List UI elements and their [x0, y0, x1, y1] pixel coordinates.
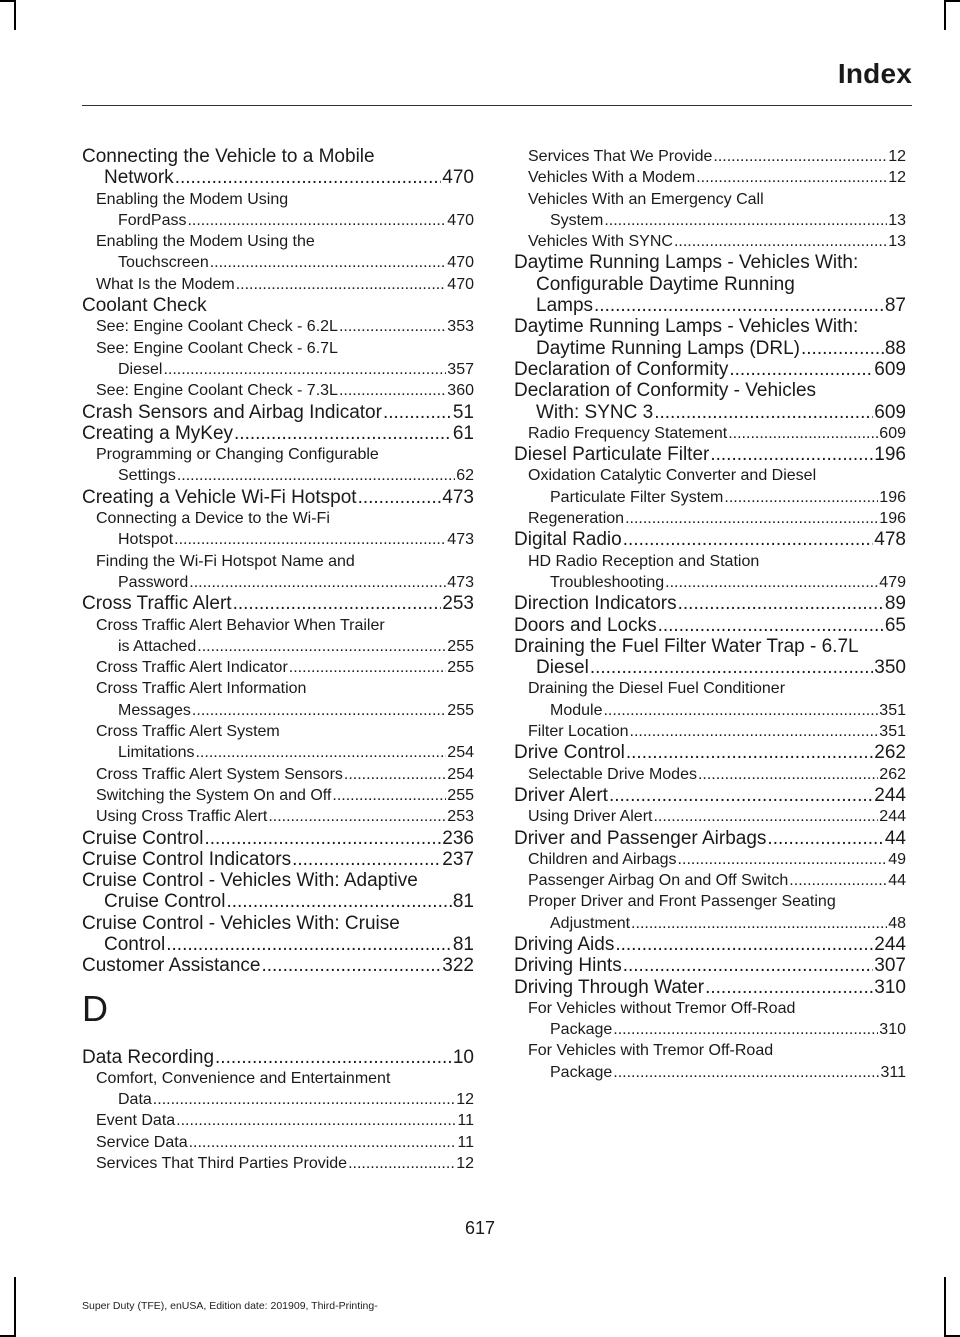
dot-leader — [289, 657, 447, 678]
index-entry[interactable] — [82, 402, 474, 423]
crop-mark — [0, 0, 14, 2]
page-reference[interactable]: 62 — [456, 467, 474, 485]
crop-mark — [14, 1277, 16, 1337]
dot-leader — [728, 423, 878, 444]
index-subentry[interactable] — [82, 444, 474, 487]
entry-text: Troubleshooting — [550, 573, 665, 591]
entry-text: See: Engine Coolant Check - 6.7L — [96, 339, 338, 357]
entry-text: Cross Traffic Alert System — [96, 723, 280, 741]
page-reference[interactable]: 350 — [874, 657, 906, 679]
index-subentry[interactable] — [82, 231, 474, 274]
index-subentry[interactable] — [514, 551, 906, 594]
dot-leader — [292, 849, 441, 870]
entry-text: Driving Aids — [514, 933, 615, 955]
entry-text: Passenger Airbag On and Off Switch — [528, 872, 789, 890]
entry-text: Password — [118, 573, 189, 591]
dot-leader — [197, 636, 446, 657]
page-reference[interactable]: 609 — [874, 401, 906, 423]
entry-text: Using Driver Alert — [528, 808, 653, 826]
page-reference[interactable]: 48 — [888, 914, 906, 932]
dot-leader — [613, 1062, 879, 1083]
page-reference[interactable]: 478 — [874, 529, 906, 551]
page-reference[interactable]: 244 — [874, 784, 906, 806]
entry-text: With: SYNC 3 — [536, 401, 654, 423]
page-reference[interactable]: 310 — [874, 976, 906, 998]
entry-text: Lamps — [536, 295, 594, 317]
entry-text: Declaration of Conformity - Vehicles — [514, 380, 817, 402]
entry-text: FordPass — [118, 211, 187, 229]
dot-leader — [166, 934, 452, 955]
entry-text: Enabling the Modem Using — [96, 190, 289, 208]
index-entry[interactable] — [514, 934, 906, 955]
page-reference[interactable]: 81 — [452, 891, 474, 913]
dot-leader — [153, 1089, 455, 1110]
crop-mark — [14, 0, 16, 30]
dot-leader — [696, 167, 887, 188]
entry-text: Finding the Wi-Fi Hotspot Name and — [96, 552, 355, 570]
entry-text: Connecting the Vehicle to a Mobile — [82, 146, 375, 167]
dot-leader — [234, 423, 452, 444]
page-reference[interactable]: 254 — [447, 765, 474, 783]
index-column-right — [514, 146, 906, 1083]
index-section-letter: D — [82, 987, 108, 1029]
entry-text: Configurable Daytime Running — [536, 273, 795, 295]
index-entry[interactable] — [82, 423, 474, 444]
entry-text: Messages — [118, 701, 191, 719]
page-reference[interactable]: 360 — [447, 382, 474, 400]
index-subentry[interactable] — [514, 465, 906, 508]
index-entry[interactable] — [82, 1047, 474, 1068]
page-reference[interactable]: 351 — [879, 723, 906, 741]
index-subentry[interactable] — [82, 678, 474, 721]
entry-text: Direction Indicators — [514, 593, 677, 615]
page-reference[interactable]: 196 — [879, 488, 906, 506]
page-reference[interactable]: 13 — [888, 233, 906, 251]
index-entry[interactable] — [82, 955, 474, 976]
index-subentry[interactable] — [82, 657, 474, 678]
entry-text: Radio Frequency Statement — [528, 424, 728, 442]
dot-leader — [713, 146, 887, 167]
page-reference[interactable]: 196 — [874, 444, 906, 466]
dot-leader — [358, 487, 442, 508]
page-reference[interactable]: 473 — [442, 486, 474, 508]
index-subentry[interactable] — [82, 189, 474, 232]
dot-leader — [187, 210, 446, 231]
index-entry[interactable] — [514, 955, 906, 976]
index-entry[interactable] — [514, 615, 906, 636]
entry-text: Creating a MyKey — [82, 422, 234, 444]
index-subentry[interactable] — [82, 274, 474, 295]
index-subentry[interactable] — [82, 1153, 474, 1174]
index-subentry[interactable] — [514, 189, 906, 232]
page-title: Index — [837, 58, 912, 89]
entry-text: Cross Traffic Alert Behavior When Trailer — [96, 616, 385, 634]
dot-leader — [339, 316, 446, 337]
dot-leader — [653, 806, 878, 827]
entry-text: Control — [104, 933, 166, 955]
entry-text: Settings — [118, 467, 176, 485]
index-subentry[interactable] — [514, 146, 906, 167]
index-subentry[interactable] — [82, 380, 474, 401]
index-subentry[interactable] — [514, 806, 906, 827]
index-subentry[interactable] — [514, 870, 906, 891]
entry-text: Drive Control — [514, 742, 625, 764]
page-reference[interactable]: 244 — [879, 808, 906, 826]
entry-text: Digital Radio — [514, 529, 622, 551]
entry-text: Cruise Control — [104, 891, 226, 913]
dot-leader — [767, 828, 883, 849]
page-number: 617 — [464, 1218, 496, 1238]
entry-text: Cruise Control - Vehicles With: Adaptive — [82, 870, 418, 892]
entry-text: Enabling the Modem Using the — [96, 233, 315, 251]
index-subentry[interactable] — [514, 1040, 906, 1083]
entry-text: Adjustment — [550, 914, 631, 932]
entry-text: Crash Sensors and Airbag Indicator — [82, 401, 382, 423]
page-reference[interactable]: 470 — [447, 275, 474, 293]
dot-leader — [625, 508, 878, 529]
dot-leader — [603, 700, 878, 721]
dot-leader — [189, 572, 446, 593]
index-entry[interactable] — [82, 487, 474, 508]
entry-text: Cross Traffic Alert — [82, 593, 232, 615]
entry-text: Cruise Control Indicators — [82, 848, 292, 870]
entry-text: Event Data — [96, 1112, 176, 1130]
index-subentry[interactable] — [82, 316, 474, 337]
page-reference[interactable]: 89 — [884, 593, 906, 615]
page-reference[interactable]: 351 — [879, 701, 906, 719]
dot-leader — [724, 487, 878, 508]
entry-text: Particulate Filter System — [550, 488, 724, 506]
page-reference[interactable]: 61 — [452, 422, 474, 444]
index-column-left — [82, 146, 474, 1174]
page-reference[interactable]: 196 — [879, 510, 906, 528]
index-entry[interactable] — [514, 380, 906, 423]
entry-text: See: Engine Coolant Check - 7.3L — [96, 382, 338, 400]
entry-text: Customer Assistance — [82, 955, 261, 977]
index-entry[interactable] — [514, 977, 906, 998]
entry-text: Cross Traffic Alert System Sensors — [96, 765, 343, 783]
page-reference[interactable]: 12 — [456, 1091, 474, 1109]
index-entry[interactable] — [82, 828, 474, 849]
dot-leader — [268, 806, 446, 827]
dot-leader — [604, 210, 887, 231]
dot-leader — [626, 742, 873, 763]
dot-leader — [163, 359, 446, 380]
index-subentry[interactable] — [82, 1068, 474, 1111]
page-reference[interactable]: 244 — [874, 933, 906, 955]
page-reference[interactable]: 253 — [442, 593, 474, 615]
dot-leader — [678, 849, 888, 870]
entry-text: See: Engine Coolant Check - 6.2L — [96, 318, 338, 336]
page-reference[interactable]: 473 — [447, 573, 474, 591]
entry-text: Driving Hints — [514, 955, 622, 977]
index-entry[interactable] — [82, 295, 474, 316]
crop-mark — [946, 0, 960, 2]
dot-leader — [665, 572, 878, 593]
entry-text: Package — [550, 1063, 613, 1081]
dot-leader — [195, 742, 446, 763]
entry-text: Filter Location — [528, 723, 629, 741]
dot-leader — [210, 252, 447, 273]
entry-text: Data — [118, 1091, 152, 1109]
page-reference[interactable]: 11 — [457, 1112, 474, 1130]
page-reference[interactable]: 470 — [447, 211, 474, 229]
entry-text: Declaration of Conformity — [514, 358, 729, 380]
page-reference[interactable]: 237 — [442, 848, 474, 870]
dot-leader — [226, 891, 451, 912]
page-reference[interactable]: 262 — [879, 765, 906, 783]
entry-text: Service Data — [96, 1133, 188, 1151]
dot-leader — [631, 913, 887, 934]
footer-edition: Super Duty (TFE), enUSA, Edition date: 201909, Third-Printing- — [82, 1300, 378, 1312]
dot-leader — [348, 1153, 455, 1174]
entry-text: What Is the Modem — [96, 275, 235, 293]
page-reference[interactable]: 49 — [888, 850, 906, 868]
entry-text: Vehicles With an Emergency Call — [528, 190, 764, 208]
entry-text: Diesel — [536, 657, 589, 679]
dot-leader — [339, 380, 446, 401]
page-reference[interactable]: 470 — [447, 254, 474, 272]
entry-text: Services That We Provide — [528, 148, 713, 165]
dot-leader — [630, 721, 879, 742]
index-subentry[interactable] — [514, 998, 906, 1041]
dot-leader — [344, 764, 446, 785]
index-entry[interactable] — [514, 785, 906, 806]
page-reference[interactable]: 310 — [879, 1021, 906, 1039]
dot-leader — [594, 295, 884, 316]
entry-text: Diesel — [118, 360, 163, 378]
index-subentry[interactable] — [82, 785, 474, 806]
entry-text: Daytime Running Lamps - Vehicles With: — [514, 252, 859, 274]
page-reference[interactable]: 470 — [442, 167, 474, 189]
entry-text: Programming or Changing Configurable — [96, 446, 379, 464]
page-reference[interactable]: 11 — [457, 1133, 474, 1151]
index-subentry[interactable] — [82, 721, 474, 764]
page-reference[interactable]: 353 — [447, 318, 474, 336]
index-entry[interactable] — [82, 849, 474, 870]
entry-text: HD Radio Reception and Station — [528, 552, 760, 570]
index-subentry[interactable] — [82, 1132, 474, 1153]
dot-leader — [674, 231, 887, 252]
entry-text: Limitations — [118, 744, 195, 762]
page-reference[interactable]: 44 — [888, 872, 906, 890]
index-subentry[interactable] — [82, 764, 474, 785]
index-subentry[interactable] — [514, 764, 906, 785]
page-reference[interactable]: 479 — [879, 573, 906, 591]
entry-text: is Attached — [118, 637, 197, 655]
entry-text: System — [550, 211, 604, 229]
dot-leader — [698, 764, 878, 785]
page-reference[interactable]: 12 — [888, 148, 906, 165]
entry-text: Diesel Particulate Filter — [514, 444, 710, 466]
dot-leader — [678, 593, 884, 614]
dot-leader — [233, 593, 442, 614]
dot-leader — [801, 338, 884, 359]
index-subentry[interactable] — [514, 167, 906, 188]
page-reference[interactable]: 10 — [452, 1046, 474, 1068]
page-reference[interactable]: 253 — [447, 808, 474, 826]
dot-leader — [215, 1047, 452, 1068]
page-reference[interactable]: 12 — [456, 1155, 474, 1173]
entry-text: Package — [550, 1021, 613, 1039]
page-reference[interactable]: 65 — [884, 614, 906, 636]
entry-text: Oxidation Catalytic Converter and Diesel — [528, 467, 817, 485]
dot-leader — [177, 465, 455, 486]
entry-text: Driver Alert — [514, 784, 608, 806]
index-subentry[interactable] — [514, 508, 906, 529]
dot-leader — [383, 402, 452, 423]
dot-leader — [590, 657, 873, 678]
dot-leader — [789, 870, 887, 891]
dot-leader — [189, 1132, 457, 1153]
index-subentry[interactable] — [514, 678, 906, 721]
index-subentry[interactable] — [514, 849, 906, 870]
index-entry[interactable] — [514, 742, 906, 763]
page-reference[interactable]: 255 — [447, 637, 474, 655]
index-entry[interactable] — [514, 252, 906, 316]
entry-text: Switching the System On and Off — [96, 786, 332, 804]
entry-text: Daytime Running Lamps (DRL) — [536, 337, 800, 359]
index-subentry[interactable] — [514, 721, 906, 742]
entry-text: Touchscreen — [118, 254, 209, 272]
page-reference[interactable]: 51 — [452, 401, 474, 423]
dot-leader — [658, 615, 884, 636]
page-reference[interactable]: 609 — [879, 424, 906, 442]
entry-text: Hotspot — [118, 531, 174, 549]
entry-text: Module — [550, 701, 603, 719]
page-reference[interactable]: 307 — [874, 955, 906, 977]
page-reference[interactable]: 81 — [452, 933, 474, 955]
page-reference[interactable]: 255 — [447, 786, 474, 804]
entry-text: Network — [104, 167, 174, 189]
entry-text: Regeneration — [528, 510, 625, 528]
page-reference[interactable]: 255 — [447, 701, 474, 719]
dot-leader — [623, 529, 874, 550]
index-subentry[interactable] — [514, 891, 906, 934]
entry-text: Services That Third Parties Provide — [96, 1155, 348, 1173]
dot-leader — [710, 444, 873, 465]
dot-leader — [613, 1019, 878, 1040]
dot-leader — [654, 402, 873, 423]
index-entry[interactable] — [514, 316, 906, 359]
page-reference[interactable]: 262 — [874, 742, 906, 764]
page-reference[interactable]: 44 — [884, 827, 906, 849]
entry-text: Selectable Drive Modes — [528, 765, 697, 783]
dot-leader — [705, 977, 873, 998]
index-subentry[interactable] — [82, 338, 474, 381]
entry-text: Cruise Control - Vehicles With: Cruise — [82, 912, 400, 934]
index-subentry[interactable] — [514, 423, 906, 444]
entry-text: For Vehicles with Tremor Off-Road — [528, 1042, 774, 1060]
index-subentry[interactable] — [514, 231, 906, 252]
index-subentry[interactable] — [82, 806, 474, 827]
dot-leader — [615, 934, 873, 955]
dot-leader — [332, 785, 446, 806]
dot-leader — [204, 828, 441, 849]
index-entry[interactable] — [514, 444, 906, 465]
entry-text: Driving Through Water — [514, 976, 705, 998]
entry-text: Daytime Running Lamps - Vehicles With: — [514, 316, 859, 338]
index-entry[interactable] — [82, 913, 474, 956]
index-subentry[interactable] — [82, 1110, 474, 1131]
index-subentry[interactable] — [82, 615, 474, 658]
page-reference[interactable]: 13 — [888, 211, 906, 229]
entry-text: Creating a Vehicle Wi-Fi Hotspot — [82, 486, 357, 508]
entry-text: Cross Traffic Alert Information — [96, 680, 307, 698]
dot-leader — [236, 274, 447, 295]
dot-leader — [623, 955, 874, 976]
entry-text: Doors and Locks — [514, 614, 657, 636]
entry-text: Connecting a Device to the Wi-Fi — [96, 510, 330, 528]
header-divider — [82, 105, 912, 106]
dot-leader — [176, 1110, 456, 1131]
index-entry[interactable] — [514, 593, 906, 614]
index-entry[interactable] — [82, 593, 474, 614]
entry-text: Coolant Check — [82, 295, 207, 317]
crop-mark — [944, 0, 946, 30]
entry-text: Data Recording — [82, 1046, 215, 1068]
page-reference[interactable]: 609 — [874, 358, 906, 380]
index-entry[interactable] — [514, 636, 906, 679]
entry-text: Children and Airbags — [528, 850, 677, 868]
crop-mark — [944, 1277, 946, 1337]
page-reference[interactable]: 236 — [442, 827, 474, 849]
index-subentry[interactable] — [82, 551, 474, 594]
entry-text: Draining the Diesel Fuel Conditioner — [528, 680, 786, 698]
page-reference[interactable]: 12 — [888, 169, 906, 187]
dot-leader — [729, 359, 873, 380]
page-reference[interactable]: 88 — [884, 337, 906, 359]
entry-text: Draining the Fuel Filter Water Trap - 6.7L — [514, 635, 859, 657]
index-entry[interactable] — [514, 359, 906, 380]
dot-leader — [175, 167, 442, 188]
page-reference[interactable]: 357 — [447, 360, 474, 378]
page-reference[interactable]: 311 — [880, 1063, 906, 1081]
entry-text: Using Cross Traffic Alert — [96, 808, 268, 826]
entry-text: Cruise Control — [82, 827, 204, 849]
entry-text: Cross Traffic Alert Indicator — [96, 659, 288, 677]
index-entry[interactable] — [82, 870, 474, 913]
page-reference[interactable]: 322 — [442, 955, 474, 977]
dot-leader — [174, 529, 446, 550]
page-reference[interactable]: 254 — [447, 744, 474, 762]
dot-leader — [192, 700, 446, 721]
entry-text: Vehicles With SYNC — [528, 233, 673, 251]
entry-text: Proper Driver and Front Passenger Seating — [528, 893, 836, 911]
entry-text: Vehicles With a Modem — [528, 169, 696, 187]
dot-leader — [609, 785, 873, 806]
entry-text: For Vehicles without Tremor Off-Road — [528, 999, 796, 1017]
index-entry[interactable] — [82, 146, 474, 189]
entry-text: Driver and Passenger Airbags — [514, 827, 767, 849]
entry-text: Comfort, Convenience and Entertainment — [96, 1069, 391, 1087]
index-subentry[interactable] — [82, 508, 474, 551]
page-reference[interactable]: 87 — [884, 295, 906, 317]
page-reference[interactable]: 473 — [447, 531, 474, 549]
dot-leader — [261, 955, 441, 976]
page-reference[interactable]: 255 — [447, 659, 474, 677]
index-entry[interactable] — [514, 828, 906, 849]
index-entry[interactable] — [514, 529, 906, 550]
